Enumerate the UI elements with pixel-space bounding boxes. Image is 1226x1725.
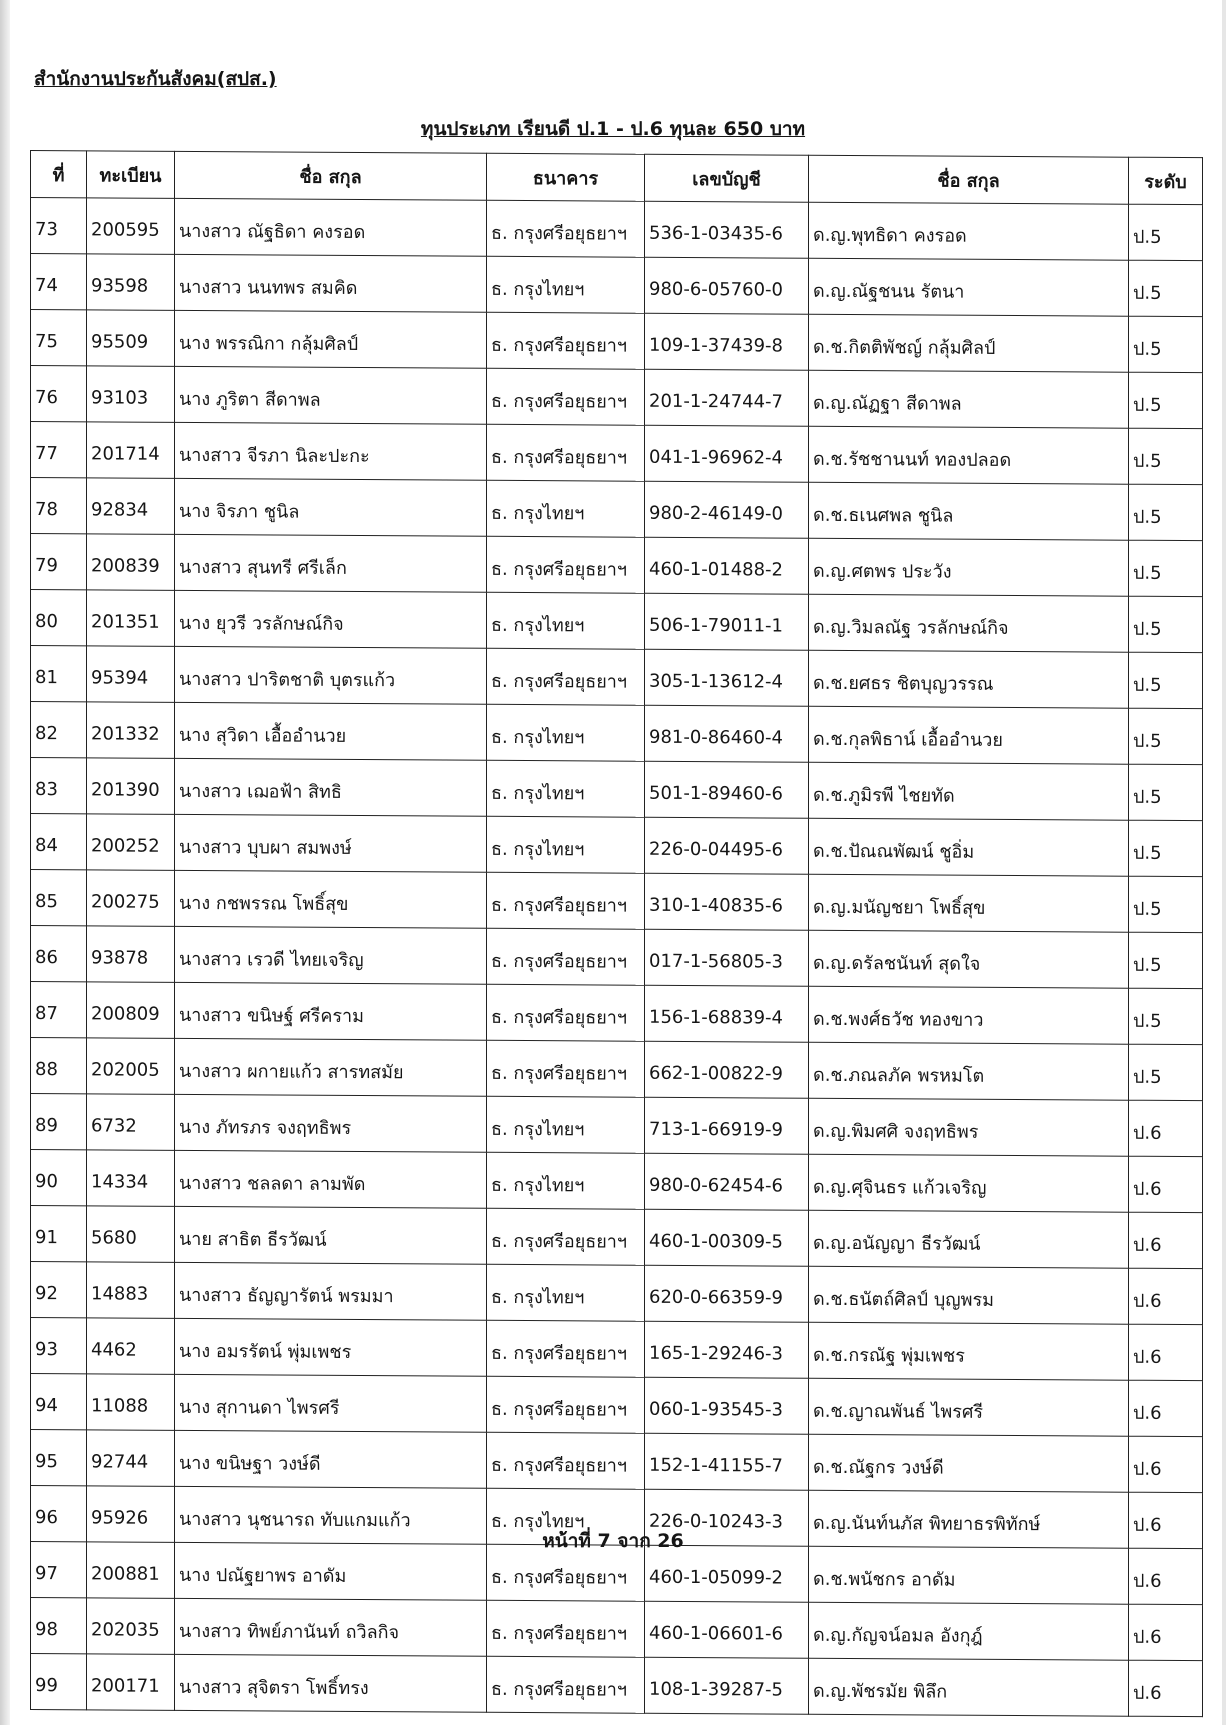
- cell-child-name: ด.ช.ธนัตถ์ศิลป์ บุญพรม: [809, 1266, 1129, 1324]
- cell-parent-name: นางสาว ชลลดา ลามพัด: [175, 1150, 487, 1208]
- cell-bank: ธ. กรุงศรีอยุธยาฯ: [487, 872, 645, 929]
- table-row: [31, 366, 1203, 429]
- cell-child-name: ด.ญ.มนัญชยา โพธิ์สุข: [809, 874, 1129, 932]
- cell-registration: 5680: [87, 1206, 175, 1263]
- cell-no: 85: [31, 870, 87, 926]
- cell-no: 76: [31, 366, 87, 422]
- cell-no: 95: [31, 1430, 87, 1486]
- cell-bank: ธ. กรุงไทยฯ: [487, 592, 645, 649]
- table-body: [31, 198, 1203, 1717]
- cell-account: 506-1-79011-1: [645, 593, 809, 650]
- scan-edge-shadow-right: [1222, 0, 1226, 1725]
- table-row: [31, 478, 1203, 541]
- cell-registration: 201332: [87, 702, 175, 759]
- cell-registration: 201351: [87, 590, 175, 647]
- cell-registration: 200881: [87, 1542, 175, 1599]
- cell-account: 109-1-37439-8: [645, 313, 809, 370]
- cell-parent-name: นางสาว ผกายแก้ว สารทสมัย: [175, 1038, 487, 1096]
- table-row: [31, 982, 1203, 1045]
- cell-level: ป.6: [1129, 1436, 1203, 1492]
- cell-level: ป.6: [1129, 1492, 1203, 1548]
- cell-account: 980-6-05760-0: [645, 257, 809, 314]
- cell-bank: ธ. กรุงศรีอยุธยาฯ: [487, 928, 645, 985]
- cell-no: 73: [31, 198, 87, 254]
- cell-parent-name: นางสาว สุจิตรา โพธิ์ทรง: [175, 1654, 487, 1712]
- table-row: [31, 254, 1203, 317]
- cell-account: 165-1-29246-3: [645, 1321, 809, 1378]
- table-row: [31, 1038, 1203, 1101]
- cell-level: ป.5: [1129, 652, 1203, 708]
- cell-account: 460-1-05099-2: [645, 1545, 809, 1602]
- cell-bank: ธ. กรุงไทยฯ: [487, 256, 645, 313]
- cell-registration: 14883: [87, 1262, 175, 1319]
- cell-bank: ธ. กรุงศรีอยุธยาฯ: [487, 1432, 645, 1489]
- cell-bank: ธ. กรุงไทยฯ: [487, 760, 645, 817]
- cell-account: 152-1-41155-7: [645, 1433, 809, 1490]
- cell-no: 83: [31, 758, 87, 814]
- cell-parent-name: นางสาว ปาริตชาติ บุตรแก้ว: [175, 646, 487, 704]
- cell-bank: ธ. กรุงศรีอยุธยาฯ: [487, 1376, 645, 1433]
- cell-bank: ธ. กรุงไทยฯ: [487, 1488, 645, 1545]
- cell-child-name: ด.ช.กรณัฐ พุ่มเพชร: [809, 1322, 1129, 1380]
- table-row: [31, 198, 1203, 261]
- cell-no: 89: [31, 1094, 87, 1150]
- cell-no: 79: [31, 534, 87, 590]
- cell-level: ป.5: [1129, 372, 1203, 428]
- cell-level: ป.6: [1129, 1548, 1203, 1604]
- cell-parent-name: นางสาว ธัญญารัตน์ พรมมา: [175, 1262, 487, 1320]
- table-row: [31, 870, 1203, 933]
- cell-child-name: ด.ช.ญาณพันธ์ ไพรศรี: [809, 1378, 1129, 1436]
- cell-no: 92: [31, 1262, 87, 1318]
- page-number: หน้าที่ 7 จาก 26: [542, 1530, 684, 1552]
- cell-registration: 200839: [87, 534, 175, 591]
- cell-child-name: ด.ญ.นันท์นภัส พิทยาธรพิทักษ์: [809, 1490, 1129, 1548]
- cell-bank: ธ. กรุงศรีอยุธยาฯ: [487, 1656, 645, 1713]
- table-row: [31, 926, 1203, 989]
- cell-no: 87: [31, 982, 87, 1038]
- table-row: [31, 1318, 1203, 1381]
- col-header-registration: ทะเบียน: [87, 151, 175, 199]
- cell-no: 81: [31, 646, 87, 702]
- col-header-no: ที่: [31, 151, 87, 198]
- cell-level: ป.6: [1129, 1156, 1203, 1212]
- table-row: [31, 310, 1203, 373]
- table-row: [31, 422, 1203, 485]
- cell-no: 84: [31, 814, 87, 870]
- cell-registration: 11088: [87, 1374, 175, 1431]
- cell-account: 460-1-06601-6: [645, 1601, 809, 1658]
- cell-parent-name: นางสาว นนทพร สมคิด: [175, 254, 487, 312]
- cell-child-name: ด.ญ.พุทธิดา คงรอด: [809, 202, 1129, 260]
- cell-parent-name: นาย สาธิต ธีรวัฒน์: [175, 1206, 487, 1264]
- cell-account: 460-1-00309-5: [645, 1209, 809, 1266]
- cell-bank: ธ. กรุงศรีอยุธยาฯ: [487, 1600, 645, 1657]
- cell-bank: ธ. กรุงศรีอยุธยาฯ: [487, 536, 645, 593]
- cell-child-name: ด.ญ.อนัญญา ธีรวัฒน์: [809, 1210, 1129, 1268]
- cell-parent-name: นาง จิรภา ชูนิล: [175, 478, 487, 536]
- cell-account: 226-0-10243-3: [645, 1489, 809, 1546]
- cell-bank: ธ. กรุงศรีอยุธยาฯ: [487, 648, 645, 705]
- cell-child-name: ด.ญ.พัชรมัย พิลึก: [809, 1658, 1129, 1716]
- cell-parent-name: นาง กชพรรณ โพธิ์สุข: [175, 870, 487, 928]
- cell-level: ป.6: [1129, 1212, 1203, 1268]
- cell-level: ป.5: [1129, 988, 1203, 1044]
- cell-bank: ธ. กรุงศรีอยุธยาฯ: [487, 1320, 645, 1377]
- table-row: [31, 1094, 1203, 1157]
- cell-no: 96: [31, 1486, 87, 1542]
- table-row: [31, 590, 1203, 653]
- cell-no: 90: [31, 1150, 87, 1206]
- cell-no: 86: [31, 926, 87, 982]
- cell-registration: 95394: [87, 646, 175, 703]
- cell-bank: ธ. กรุงไทยฯ: [487, 1152, 645, 1209]
- col-header-account: เลขบัญชี: [645, 154, 809, 202]
- cell-registration: 6732: [87, 1094, 175, 1151]
- cell-level: ป.5: [1129, 596, 1203, 652]
- cell-bank: ธ. กรุงศรีอยุธยาฯ: [487, 1040, 645, 1097]
- cell-account: 305-1-13612-4: [645, 649, 809, 706]
- cell-child-name: ด.ช.ธเนศพล ชูนิล: [809, 482, 1129, 540]
- cell-level: ป.6: [1129, 1324, 1203, 1380]
- cell-parent-name: นางสาว จีรภา นิละปะกะ: [175, 422, 487, 480]
- table-row: [31, 758, 1203, 821]
- cell-no: 88: [31, 1038, 87, 1094]
- cell-account: 536-1-03435-6: [645, 201, 809, 258]
- cell-parent-name: นาง ปณัฐยาพร อาดัม: [175, 1542, 487, 1600]
- cell-parent-name: นาง ภัทรภร จงฤทธิพร: [175, 1094, 487, 1152]
- cell-account: 060-1-93545-3: [645, 1377, 809, 1434]
- cell-level: ป.5: [1129, 932, 1203, 988]
- cell-registration: 93103: [87, 366, 175, 423]
- cell-parent-name: นางสาว เฌอฟ้า สิทธิ: [175, 758, 487, 816]
- page-title: ทุนประเภท เรียนดี ป.1 - ป.6 ทุนละ 650 บาท: [420, 118, 806, 140]
- cell-bank: ธ. กรุงศรีอยุธยาฯ: [487, 424, 645, 481]
- col-header-parent-name: ชื่อ สกุล: [175, 151, 487, 200]
- cell-bank: ธ. กรุงไทยฯ: [487, 704, 645, 761]
- cell-bank: ธ. กรุงไทยฯ: [487, 480, 645, 537]
- cell-level: ป.5: [1129, 428, 1203, 484]
- col-header-bank: ธนาคาร: [487, 153, 645, 201]
- table-row: [31, 814, 1203, 877]
- cell-bank: ธ. กรุงศรีอยุธยาฯ: [487, 1208, 645, 1265]
- cell-account: 980-0-62454-6: [645, 1153, 809, 1210]
- cell-no: 78: [31, 478, 87, 534]
- cell-parent-name: นางสาว ขนิษฐ์ ศรีคราม: [175, 982, 487, 1040]
- cell-child-name: ด.ญ.ณัฐชนน รัตนา: [809, 258, 1129, 316]
- cell-account: 226-0-04495-6: [645, 817, 809, 874]
- cell-child-name: ด.ญ.ณัฏฐา สีดาพล: [809, 370, 1129, 428]
- cell-child-name: ด.ช.ภณลภัค พรหมโต: [809, 1042, 1129, 1100]
- cell-child-name: ด.ญ.กัญจน์อมล อังกุฎ์: [809, 1602, 1129, 1660]
- cell-parent-name: นาง สุกานดา ไพรศรี: [175, 1374, 487, 1432]
- cell-registration: 14334: [87, 1150, 175, 1207]
- cell-child-name: ด.ญ.ศุจินธร แก้วเจริญ: [809, 1154, 1129, 1212]
- cell-registration: 92834: [87, 478, 175, 535]
- table-row: [31, 702, 1203, 765]
- cell-level: ป.6: [1129, 1604, 1203, 1660]
- cell-bank: ธ. กรุงศรีอยุธยาฯ: [487, 984, 645, 1041]
- cell-no: 97: [31, 1542, 87, 1598]
- cell-parent-name: นาง ยุวรี วรลักษณ์กิจ: [175, 590, 487, 648]
- cell-registration: 201390: [87, 758, 175, 815]
- table-row: [31, 1430, 1203, 1493]
- cell-parent-name: นาง ภูริตา สีดาพล: [175, 366, 487, 424]
- cell-account: 662-1-00822-9: [645, 1041, 809, 1098]
- cell-parent-name: นาง อมรรัตน์ พุ่มเพชร: [175, 1318, 487, 1376]
- cell-no: 98: [31, 1598, 87, 1654]
- cell-child-name: ด.ช.พนัชกร อาดัม: [809, 1546, 1129, 1604]
- organization-heading: สำนักงานประกันสังคม(สปส.): [34, 68, 277, 90]
- cell-registration: 93598: [87, 254, 175, 311]
- col-header-child-name: ชื่อ สกุล: [809, 155, 1129, 204]
- cell-parent-name: นาง ขนิษฐา วงษ์ดี: [175, 1430, 487, 1488]
- cell-registration: 200809: [87, 982, 175, 1039]
- cell-account: 620-0-66359-9: [645, 1265, 809, 1322]
- cell-child-name: ด.ญ.พิมศศิ จงฤทธิพร: [809, 1098, 1129, 1156]
- cell-registration: 95509: [87, 310, 175, 367]
- cell-parent-name: นางสาว นุชนารถ ทับแกมแก้ว: [175, 1486, 487, 1544]
- cell-level: ป.5: [1129, 260, 1203, 316]
- cell-level: ป.6: [1129, 1660, 1203, 1716]
- cell-level: ป.5: [1129, 764, 1203, 820]
- cell-account: 310-1-40835-6: [645, 873, 809, 930]
- cell-level: ป.6: [1129, 1268, 1203, 1324]
- cell-child-name: ด.ช.ยศธร ชิตบุญวรรณ: [809, 650, 1129, 708]
- cell-child-name: ด.ช.ภูมิรพี ไชยทัด: [809, 762, 1129, 820]
- cell-parent-name: นาง พรรณิกา กลุ้มศิลป์: [175, 310, 487, 368]
- cell-child-name: ด.ญ.วิมลณัฐ วรลักษณ์กิจ: [809, 594, 1129, 652]
- cell-account: 501-1-89460-6: [645, 761, 809, 818]
- cell-account: 713-1-66919-9: [645, 1097, 809, 1154]
- cell-no: 74: [31, 254, 87, 310]
- table-row: [31, 1206, 1203, 1269]
- cell-parent-name: นางสาว สุนทรี ศรีเล็ก: [175, 534, 487, 592]
- table-header-row: [31, 151, 1203, 205]
- table-row: [31, 1374, 1203, 1437]
- cell-registration: 4462: [87, 1318, 175, 1375]
- cell-no: 75: [31, 310, 87, 366]
- cell-account: 017-1-56805-3: [645, 929, 809, 986]
- cell-bank: ธ. กรุงศรีอยุธยาฯ: [487, 200, 645, 257]
- cell-level: ป.5: [1129, 1044, 1203, 1100]
- cell-account: 981-0-86460-4: [645, 705, 809, 762]
- cell-child-name: ด.ช.ปัณณพัฒน์ ชูอิ่ม: [809, 818, 1129, 876]
- cell-child-name: ด.ช.กุลพิธาน์ เอื้ออำนวย: [809, 706, 1129, 764]
- cell-parent-name: นางสาว เรวดี ไทยเจริญ: [175, 926, 487, 984]
- cell-child-name: ด.ญ.ดรัลชนันท์ สุดใจ: [809, 930, 1129, 988]
- cell-no: 80: [31, 590, 87, 646]
- cell-parent-name: นางสาว ทิพย์ภานันท์ ถวิลกิจ: [175, 1598, 487, 1656]
- cell-bank: ธ. กรุงศรีอยุธยาฯ: [487, 312, 645, 369]
- cell-no: 99: [31, 1654, 87, 1710]
- cell-bank: ธ. กรุงไทยฯ: [487, 1096, 645, 1153]
- cell-no: 94: [31, 1374, 87, 1430]
- cell-bank: ธ. กรุงไทยฯ: [487, 1264, 645, 1321]
- scholarship-table: [30, 150, 1203, 1717]
- cell-child-name: ด.ช.พงศ์ธวัช ทองขาว: [809, 986, 1129, 1044]
- cell-registration: 200595: [87, 198, 175, 255]
- cell-level: ป.6: [1129, 1100, 1203, 1156]
- cell-registration: 201714: [87, 422, 175, 479]
- cell-parent-name: นางสาว บุบผา สมพงษ์: [175, 814, 487, 872]
- cell-account: 108-1-39287-5: [645, 1657, 809, 1714]
- cell-child-name: ด.ช.ณัฐกร วงษ์ดี: [809, 1434, 1129, 1492]
- cell-registration: 200171: [87, 1654, 175, 1711]
- cell-registration: 92744: [87, 1430, 175, 1487]
- cell-no: 77: [31, 422, 87, 478]
- table-row: [31, 1654, 1203, 1717]
- cell-account: 156-1-68839-4: [645, 985, 809, 1042]
- cell-registration: 202005: [87, 1038, 175, 1095]
- cell-registration: 200252: [87, 814, 175, 871]
- cell-child-name: ด.ช.กิตติพัชญ์ กลุ้มศิลป์: [809, 314, 1129, 372]
- scan-edge-shadow: [0, 0, 10, 1725]
- cell-parent-name: นาง สุวิดา เอื้ออำนวย: [175, 702, 487, 760]
- cell-level: ป.5: [1129, 316, 1203, 372]
- cell-level: ป.5: [1129, 540, 1203, 596]
- cell-registration: 95926: [87, 1486, 175, 1543]
- cell-parent-name: นางสาว ณัฐธิดา คงรอด: [175, 198, 487, 256]
- cell-level: ป.5: [1129, 204, 1203, 260]
- cell-account: 041-1-96962-4: [645, 425, 809, 482]
- cell-no: 91: [31, 1206, 87, 1262]
- cell-no: 82: [31, 702, 87, 758]
- cell-bank: ธ. กรุงไทยฯ: [487, 816, 645, 873]
- cell-registration: 200275: [87, 870, 175, 927]
- cell-child-name: ด.ญ.ศตพร ประวัง: [809, 538, 1129, 596]
- cell-registration: 93878: [87, 926, 175, 983]
- cell-level: ป.5: [1129, 876, 1203, 932]
- table-row: [31, 1150, 1203, 1213]
- table-row: [31, 646, 1203, 709]
- cell-account: 980-2-46149-0: [645, 481, 809, 538]
- cell-level: ป.5: [1129, 708, 1203, 764]
- table-row: [31, 1598, 1203, 1661]
- cell-level: ป.6: [1129, 1380, 1203, 1436]
- cell-bank: ธ. กรุงศรีอยุธยาฯ: [487, 1544, 645, 1601]
- cell-level: ป.5: [1129, 484, 1203, 540]
- table-row: [31, 1262, 1203, 1325]
- col-header-level: ระดับ: [1129, 157, 1203, 204]
- cell-account: 460-1-01488-2: [645, 537, 809, 594]
- cell-account: 201-1-24744-7: [645, 369, 809, 426]
- cell-registration: 202035: [87, 1598, 175, 1655]
- cell-no: 93: [31, 1318, 87, 1374]
- cell-child-name: ด.ช.รัชชานนท์ ทองปลอด: [809, 426, 1129, 484]
- cell-bank: ธ. กรุงศรีอยุธยาฯ: [487, 368, 645, 425]
- cell-level: ป.5: [1129, 820, 1203, 876]
- table-row: [31, 534, 1203, 597]
